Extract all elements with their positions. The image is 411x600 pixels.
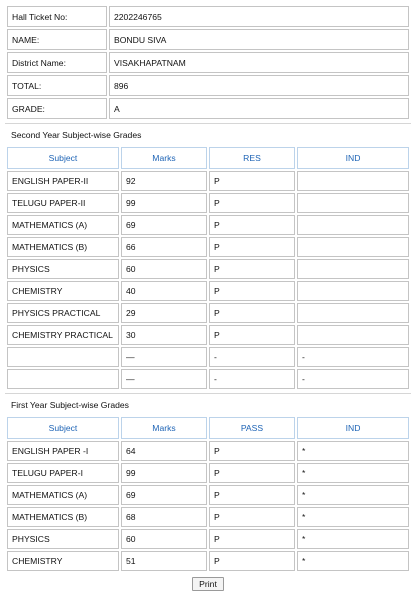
result-cell: P xyxy=(209,215,295,235)
table-row xyxy=(7,551,409,571)
print-row xyxy=(5,577,411,591)
subject-cell: PHYSICS xyxy=(7,259,119,279)
subject-cell: ENGLISH PAPER -I xyxy=(7,441,119,461)
first-year-header-ind: IND xyxy=(297,417,409,439)
marks-cell: 99 xyxy=(121,463,207,483)
second-year-header-result: RES xyxy=(209,147,295,169)
table-row xyxy=(7,463,409,483)
marks-cell: — xyxy=(121,369,207,389)
marks-cell: 69 xyxy=(121,215,207,235)
result-cell: P xyxy=(209,281,295,301)
ind-cell xyxy=(297,281,409,301)
result-cell: - xyxy=(209,369,295,389)
ind-cell xyxy=(297,237,409,257)
second-year-header-row xyxy=(7,147,409,169)
divider xyxy=(5,123,411,124)
ind-cell: * xyxy=(297,529,409,549)
subject-cell xyxy=(7,369,119,389)
marks-cell: 92 xyxy=(121,171,207,191)
grade-label: GRADE: xyxy=(7,98,107,119)
table-row xyxy=(7,215,409,235)
name-value: BONDU SIVA xyxy=(109,29,409,50)
marks-cell: 40 xyxy=(121,281,207,301)
result-cell: P xyxy=(209,529,295,549)
result-cell: P xyxy=(209,259,295,279)
first-year-header-marks: Marks xyxy=(121,417,207,439)
divider xyxy=(5,393,411,394)
marks-cell: 51 xyxy=(121,551,207,571)
table-row xyxy=(7,281,409,301)
table-row xyxy=(7,369,409,389)
result-cell: P xyxy=(209,507,295,527)
table-row xyxy=(7,259,409,279)
hall-ticket-value: 2202246765 xyxy=(109,6,409,27)
results-container xyxy=(5,4,411,591)
ind-cell: * xyxy=(297,551,409,571)
total-row xyxy=(7,75,409,96)
table-row xyxy=(7,507,409,527)
subject-cell: MATHEMATICS (B) xyxy=(7,237,119,257)
subject-cell: TELUGU PAPER-II xyxy=(7,193,119,213)
result-cell: P xyxy=(209,171,295,191)
first-year-header-subject: Subject xyxy=(7,417,119,439)
result-cell: P xyxy=(209,193,295,213)
marks-cell: 69 xyxy=(121,485,207,505)
table-row xyxy=(7,325,409,345)
result-cell: P xyxy=(209,441,295,461)
table-row xyxy=(7,347,409,367)
result-cell: P xyxy=(209,325,295,345)
table-row xyxy=(7,303,409,323)
first-year-header-result: PASS xyxy=(209,417,295,439)
result-cell: P xyxy=(209,303,295,323)
total-value: 896 xyxy=(109,75,409,96)
result-cell: P xyxy=(209,551,295,571)
first-year-header-row xyxy=(7,417,409,439)
table-row xyxy=(7,529,409,549)
ind-cell: - xyxy=(297,369,409,389)
second-year-header-ind: IND xyxy=(297,147,409,169)
second-year-grades-table xyxy=(5,145,411,391)
total-label: TOTAL: xyxy=(7,75,107,96)
marks-cell: 99 xyxy=(121,193,207,213)
ind-cell xyxy=(297,171,409,191)
second-year-header-marks: Marks xyxy=(121,147,207,169)
second-year-title: Second Year Subject-wise Grades xyxy=(11,130,142,140)
subject-cell: CHEMISTRY PRACTICAL xyxy=(7,325,119,345)
subject-cell: CHEMISTRY xyxy=(7,551,119,571)
first-year-grades-table xyxy=(5,415,411,573)
marks-cell: 68 xyxy=(121,507,207,527)
table-row xyxy=(7,441,409,461)
ind-cell: * xyxy=(297,463,409,483)
marks-cell: 60 xyxy=(121,529,207,549)
table-row xyxy=(7,193,409,213)
marks-cell: 64 xyxy=(121,441,207,461)
subject-cell: MATHEMATICS (A) xyxy=(7,215,119,235)
subject-cell: CHEMISTRY xyxy=(7,281,119,301)
ind-cell xyxy=(297,259,409,279)
district-value: VISAKHAPATNAM xyxy=(109,52,409,73)
subject-cell: ENGLISH PAPER-II xyxy=(7,171,119,191)
marks-cell: 29 xyxy=(121,303,207,323)
marks-cell: 30 xyxy=(121,325,207,345)
ind-cell: * xyxy=(297,507,409,527)
result-cell: P xyxy=(209,237,295,257)
ind-cell xyxy=(297,215,409,235)
name-label: NAME: xyxy=(7,29,107,50)
subject-cell: PHYSICS PRACTICAL xyxy=(7,303,119,323)
grade-row xyxy=(7,98,409,119)
first-year-title: First Year Subject-wise Grades xyxy=(11,400,129,410)
hall-ticket-label: Hall Ticket No: xyxy=(7,6,107,27)
name-row xyxy=(7,29,409,50)
ind-cell: - xyxy=(297,347,409,367)
print-button[interactable]: Print xyxy=(192,577,224,591)
ind-cell xyxy=(297,303,409,323)
ind-cell xyxy=(297,325,409,345)
table-row xyxy=(7,237,409,257)
grade-value: A xyxy=(109,98,409,119)
result-cell: P xyxy=(209,485,295,505)
ind-cell xyxy=(297,193,409,213)
subject-cell: TELUGU PAPER-I xyxy=(7,463,119,483)
table-row xyxy=(7,485,409,505)
hall-ticket-row xyxy=(7,6,409,27)
marks-cell: — xyxy=(121,347,207,367)
student-info-table xyxy=(5,4,411,121)
subject-cell: PHYSICS xyxy=(7,529,119,549)
result-cell: - xyxy=(209,347,295,367)
second-year-header-subject: Subject xyxy=(7,147,119,169)
ind-cell: * xyxy=(297,485,409,505)
marks-cell: 66 xyxy=(121,237,207,257)
marks-cell: 60 xyxy=(121,259,207,279)
table-row xyxy=(7,171,409,191)
subject-cell xyxy=(7,347,119,367)
subject-cell: MATHEMATICS (A) xyxy=(7,485,119,505)
district-row xyxy=(7,52,409,73)
subject-cell: MATHEMATICS (B) xyxy=(7,507,119,527)
ind-cell: * xyxy=(297,441,409,461)
district-label: District Name: xyxy=(7,52,107,73)
result-cell: P xyxy=(209,463,295,483)
